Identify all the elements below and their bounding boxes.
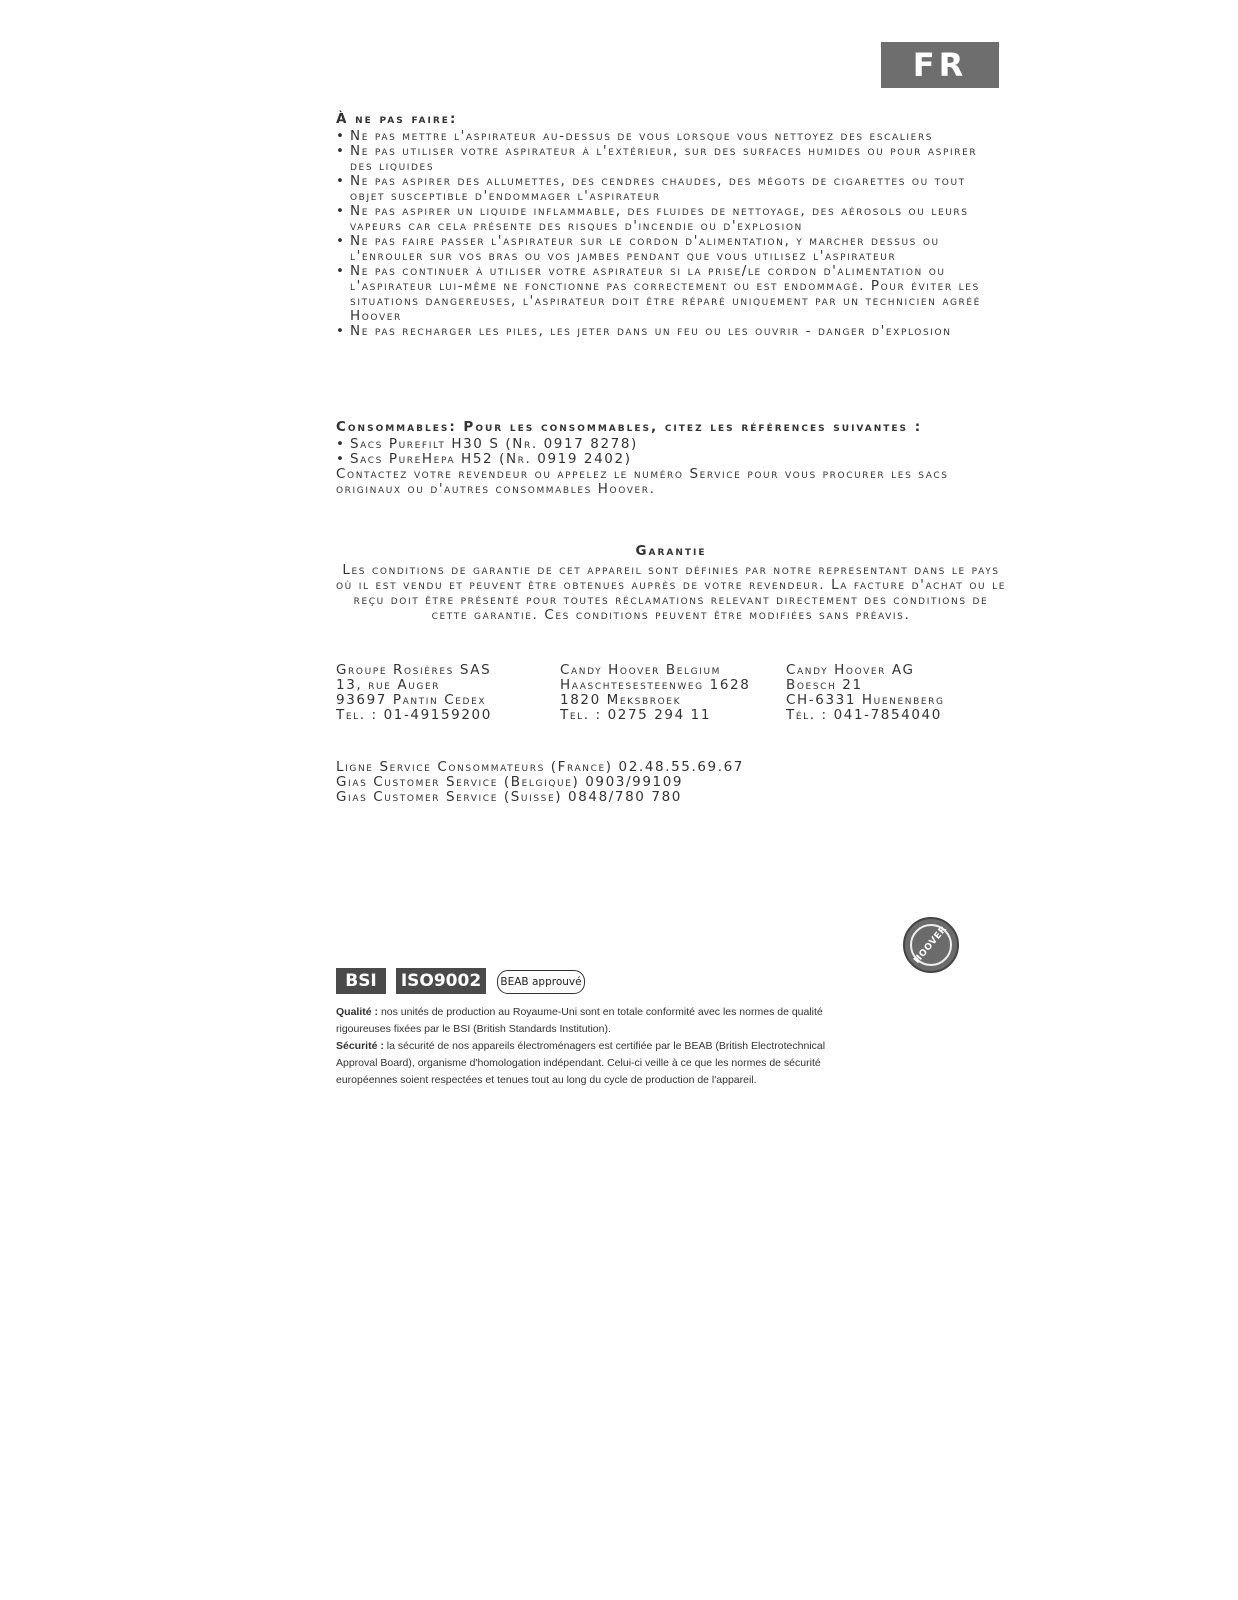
hoover-logo [903,917,959,973]
address-name: Candy Hoover Belgium [560,662,722,678]
address-phone: Tel. : 01-49159200 [336,707,492,723]
list-item: • Ne pas mettre l'aspirateur au-dessus de vous lorsque vous nettoyez des escaliers [336,129,1006,144]
dont-list [336,129,1006,339]
hoover-logo-text: HOOVER [912,924,950,966]
address-street: 13, rue Auger [336,677,441,693]
bsi-badge: BSI [336,968,386,994]
list-item: • Ne pas utiliser votre aspirateur à l'extérieur, sur des surfaces humides ou pour aspirer des liquides [336,144,1006,174]
guarantee-section [336,544,1006,623]
address-city: 1820 Meksbroek [560,692,682,708]
quality-text: nos unités de production au Royaume-Uni sont en totale conformité avec les normes de qualité rigoureuses fixées par le BSI (British Standards Institution). [336,1006,823,1035]
list-item: • Ne pas aspirer des allumettes, des cendres chaudes, des mégots de cigarettes ou tout objet susceptible d'endommager l'aspirateur [336,174,1006,204]
service-lines [336,760,1006,805]
dont-title: À ne pas faire: [336,111,458,127]
list-item: • Ne pas continuer à utiliser votre aspirateur si la prise/le cordon d'alimentation ou l'aspirateur lui-même ne fonctionne pas correctement ou est endommagé. Pour éviter les situations dangereuses, l'aspirateur doit être réparé uniquement par un technicien agréé Hoover [336,264,1006,324]
address-block [560,663,782,723]
iso-badge: ISO9002 [396,968,486,994]
consumables-title: Consommables: Pour les consommables, citez les références suivantes : [336,419,923,435]
address-street: Boesch 21 [786,677,863,693]
address-name: Candy Hoover AG [786,662,915,678]
address-phone: Tél. : 041-7854040 [786,707,942,723]
language-badge: FR [881,42,999,88]
consumables-contact: Contactez votre revendeur ou appelez le numéro Service pour vous procurer les sacs originaux ou d'autres consommables Hoover. [336,466,949,497]
safety-label: Sécurité : [336,1040,384,1052]
dont-section [336,112,1006,339]
service-line: Gias Customer Service (Suisse) 0848/780 780 [336,789,682,805]
list-item: • Sacs Purefilt H30 S (Nr. 0917 8278) [336,437,1006,452]
list-item: • Ne pas faire passer l'aspirateur sur le cordon d'alimentation, y marcher dessus ou l'enrouler sur vos bras ou vos jambes pendant que vous utilisez l'aspirateur [336,234,1006,264]
guarantee-text: Les conditions de garantie de cet appareil sont définies par notre representant dans le pays où il est vendu et peuvent être obtenues auprès de votre revendeur. La facture d'achat ou le reçu doit être présenté pour toutes réclamations relevant directement des conditions de cette garantie. Ces conditions peuvent être modifiées sans préavis. [336,562,1007,623]
list-item: • Ne pas aspirer un liquide inflammable, des fluides de nettoyage, des aérosols ou leurs vapeurs car cela présente des risques d'incendie ou d'explosion [336,204,1006,234]
quality-label: Qualité : [336,1006,379,1018]
consumables-list [336,437,1006,467]
address-phone: Tel. : 0275 294 11 [560,707,712,723]
quality-paragraph [336,1004,856,1038]
service-line: Ligne Service Consommateurs (France) 02.48.55.69.67 [336,759,745,775]
quality-notice [336,1004,856,1089]
guarantee-title: Garantie [635,543,707,559]
address-block [336,663,551,723]
service-line: Gias Customer Service (Belgique) 0903/99109 [336,774,684,790]
address-name: Groupe Rosières SAS [336,662,492,678]
safety-paragraph [336,1038,856,1089]
hoover-logo-ring [910,924,952,966]
address-street: Haaschtesesteenweg 1628 [560,677,751,693]
list-item: • Ne pas recharger les piles, les jeter dans un feu ou les ouvrir - danger d'explosion [336,324,1006,339]
address-city: CH-6331 Huenenberg [786,692,945,708]
safety-text: la sécurité de nos appareils électroménagers est certifiée par le BEAB (British Electrotechnical Approval Board), organisme d'homologation indépendant. Celui-ci veille à ce que les normes de sécurité européennes soient respectées et tenues tout au long du cycle de production de l'appareil. [336,1040,826,1086]
consumables-section [336,420,1006,497]
address-city: 93697 Pantin Cedex [336,692,487,708]
beab-badge: BEAB approuvé [497,970,585,994]
address-block [786,663,1006,723]
list-item: • Sacs PureHepa H52 (Nr. 0919 2402) [336,452,1006,467]
